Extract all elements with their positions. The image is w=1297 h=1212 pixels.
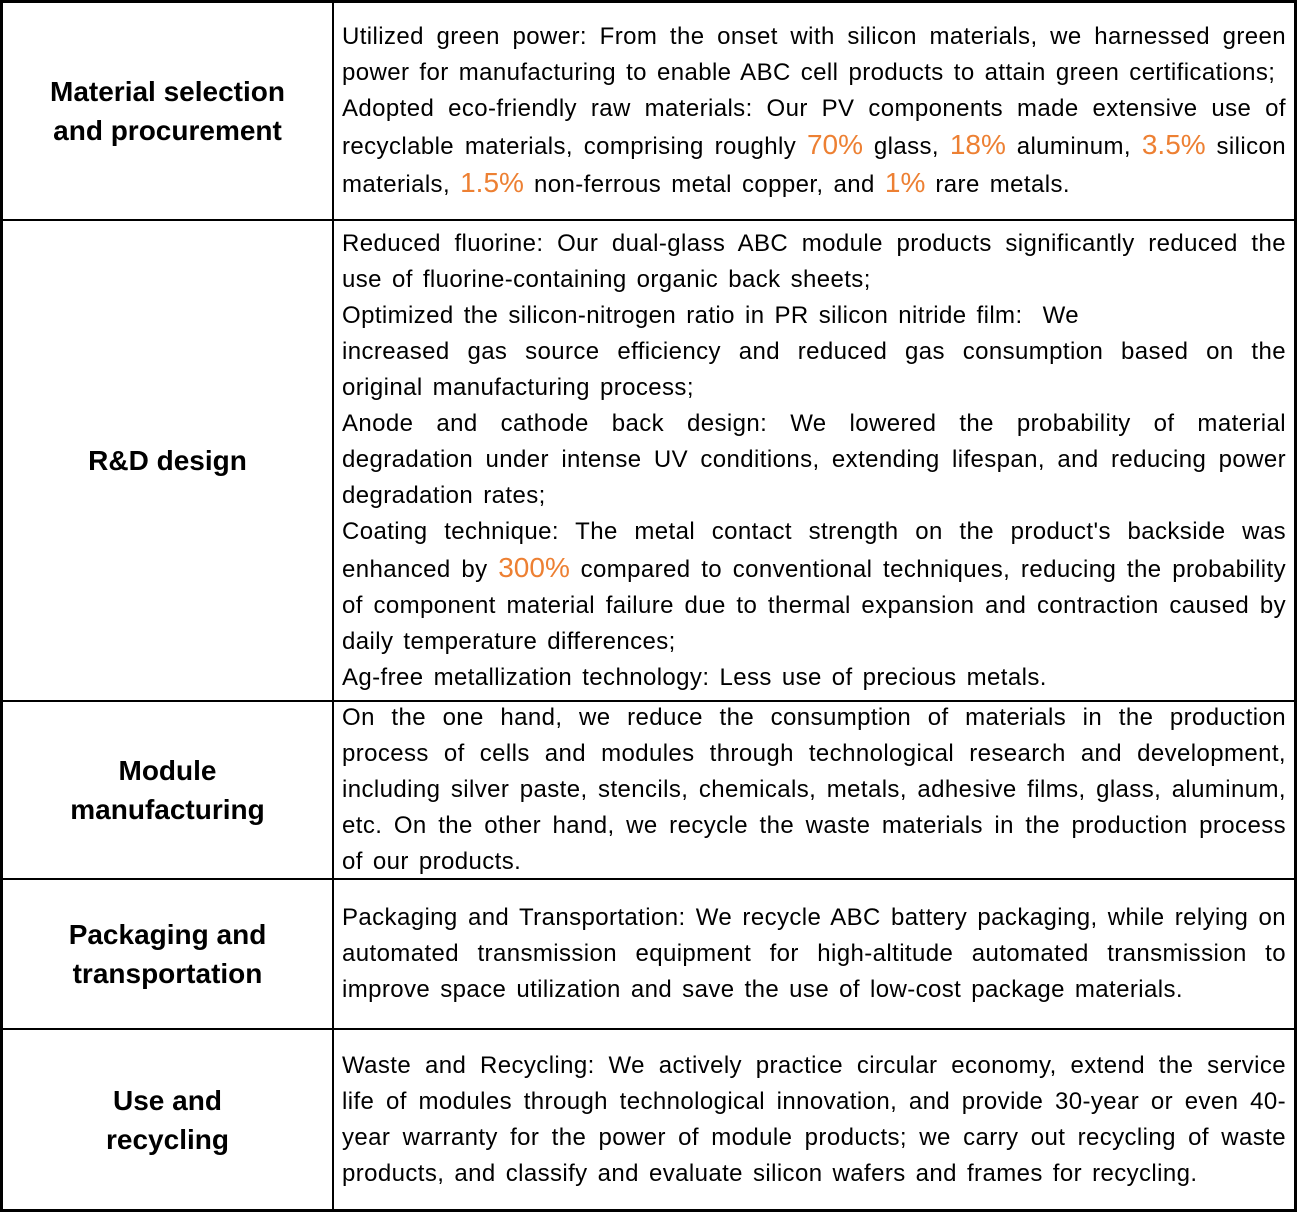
- text-segment: Anode and cathode back design: We lowered the probability of material degradation under intense UV conditions, extending lifespan, and reducing power degradation rates;: [342, 409, 1286, 509]
- stage-description-cell: [334, 221, 1294, 700]
- stage-label: R&D design: [88, 445, 247, 476]
- description-paragraph: [342, 226, 1286, 298]
- stage-description-cell: [334, 880, 1294, 1028]
- stage-label-cell: [3, 3, 334, 219]
- description-paragraph: [342, 702, 1286, 878]
- description-paragraph: [342, 406, 1286, 514]
- highlight-percentage: 1%: [884, 167, 926, 198]
- description-paragraph: [342, 91, 1286, 203]
- text-segment: non-ferrous metal copper, and: [523, 171, 885, 198]
- stage-label: Packaging and transportation: [68, 919, 267, 989]
- stage-label-cell: [3, 702, 334, 878]
- text-segment: compared to conventional techniques, reducing the probability of component material failure due to thermal expansion and contraction caused by daily temperature differences;: [342, 555, 1286, 655]
- description-paragraph: [342, 298, 1286, 406]
- text-segment: aluminum,: [1005, 133, 1142, 160]
- text-segment: Packaging and Transportation: We recycle ABC battery packaging, while relying on automated transmission equipment for high-altitude automated transmission to improve space utilization and save the use of low-cost package materials.: [342, 904, 1286, 1003]
- description-paragraph: [342, 19, 1286, 91]
- table-row-3: [3, 702, 1294, 880]
- highlight-percentage: 300%: [498, 551, 570, 583]
- text-segment: Optimized the silicon-nitrogen ratio in PR silicon nitride film: We: [342, 301, 1080, 329]
- table-row-5: [3, 1030, 1294, 1209]
- stage-label-cell: [3, 880, 334, 1028]
- highlight-percentage: 1.5%: [460, 167, 524, 198]
- description-paragraph: [342, 900, 1286, 1008]
- table-row-4: [3, 880, 1294, 1030]
- highlight-percentage: 3.5%: [1141, 129, 1206, 160]
- text-segment: Utilized green power: From the onset with silicon materials, we harnessed green power for manufacturing to enable ABC cell products to attain green certifications;: [342, 23, 1286, 86]
- text-segment: Adopted eco-friendly raw materials: Our PV components made extensive use of recyclable materials, comprising roughly: [342, 95, 1286, 160]
- text-segment: Waste and Recycling: We actively practice circular economy, extend the service life of modules through technological innovation, and provide 30-year or even 40-year warranty for the power of module products; we carry out recycling of waste products, and classify and evaluate silicon wafers and frames for recycling.: [342, 1051, 1286, 1187]
- stage-description-cell: [334, 3, 1294, 219]
- highlight-percentage: 18%: [949, 129, 1006, 160]
- highlight-percentage: 70%: [806, 129, 864, 160]
- text-segment: increased gas source efficiency and reduced gas consumption based on the original manufacturing process;: [342, 337, 1286, 401]
- table-row-1: [3, 3, 1294, 221]
- text-segment: rare metals.: [925, 171, 1070, 198]
- stage-label: Module manufacturing: [70, 755, 265, 825]
- text-segment: On the one hand, we reduce the consumption of materials in the production process of cells and modules through technological research and development, including silver paste, stencils, chemicals, metals, adhesive films, glass, aluminum, etc. On the other hand, we recycle the waste materials in the production process of our products.: [342, 704, 1286, 875]
- text-segment: silicon materials,: [342, 133, 1287, 198]
- stage-label-cell: [3, 221, 334, 700]
- text-segment: Ag-free metallization technology: Less use of precious metals.: [342, 663, 1047, 691]
- description-paragraph: [342, 660, 1286, 696]
- text-segment: Reduced fluorine: Our dual-glass ABC module products significantly reduced the use of fluorine-containing organic back sheets;: [342, 229, 1286, 293]
- table-row-2: [3, 221, 1294, 702]
- text-segment: Coating technique: The metal contact strength on the product's backside was enhanced by: [342, 517, 1286, 583]
- description-paragraph: [342, 514, 1286, 660]
- stage-label: Material selection and procurement: [50, 76, 285, 146]
- text-segment: glass,: [863, 133, 950, 160]
- stage-description-cell: [334, 1030, 1294, 1209]
- stage-description-cell: [334, 702, 1294, 878]
- description-paragraph: [342, 1048, 1286, 1192]
- stage-label-cell: [3, 1030, 334, 1209]
- stage-label: Use and recycling: [106, 1084, 229, 1155]
